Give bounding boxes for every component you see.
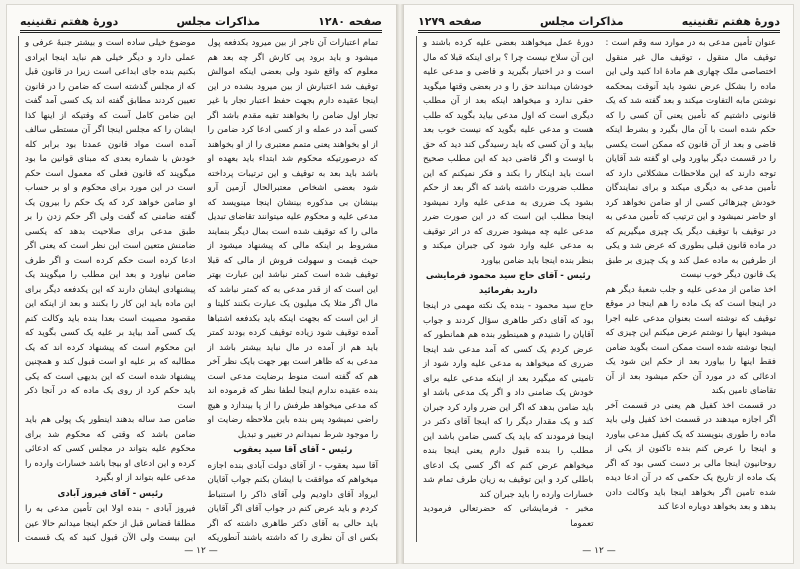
paragraph: حاج سید محمود - بنده یک نکته مهمی در اینجا بود که آقای دکتر طاهری سؤال کردند و جواب آقایان را شنیدم و همینطور بنده هم همانطور که عرض کردم یک کسی که آمد مدعی شد اینجا ضرری که میخواهد به مدعی علیه وارد شود از تامینی که میگیرد بعد از اینکه مدعی علیه برای خودش یک ضامنی داد و اگر یک مدعی باشد او باید ضامن بدهد که اگر این ضرر وارد کرد جبران کند و یک مقدار دیگر را که اینجا آقای دکتر در اینجا فرمودند که باید یک کسی ضامن باشد این مطلب را بنده قبول دارم یعنی اینجا بنده میخواهم عرض کنم که اگر کسی یک ادعای باطلی کرد و این توقیف به زیان طرف تمام شد خسارات وارده را باید جبران کند [423,301,594,500]
left-page-header [20,12,382,30]
speaker-heading: رئیس - آقای آقا سید یعقوب [233,445,353,455]
paragraph: موضوع خیلی ساده است و بیشتر جنبهٔ عرفی و عملی دارد و دیگر خیلی هم نباید اینجا ایرادی بکنیم بنده جای ابداعی است زیرا در قانون قبل که از مجلس گذشته است که ضامن را در قانون تعیین کردند مطابق گفته اند یک کسی آمد گفت این ضامن کامل آست که وقتیکه از اینها کذا ایشان را که مجلس اینجا اگر آن مستطی سالف آمده است مواد قانون عمدتا بود برابر کله خودش با شماره بعدی که مبنای قوانین ما بود میگویند که قانون فعلی که معمول است حکم است در این مورد برای محکوم و او بر حساب او ضامن خواهد کرد که یک حکم را بیرون یک گفته ضامنی که گفت ولی اگر حکم زدن را بر طبق مدعی برای صلاحیت بدهد که یکسی ضامنش متعین است این نظر است که یعنی اگر ادعا کرده است حکم کرده است و اگر طرف ضامن نیاورد و بعد این مطلب را میگویند یک پیشنهادی ایشان دارند که این یکدفعه دیگر برای این ماده باید این کار را بکنند و بعد از اینکه این مقصود مصیبت است بعدا بنده باید وکالت کنم یک کسی آمد بیاید بر علیه یک کسی بگوید که این محکوم است که پیشنهاد کرده اند که یک مطالبه که بر علیه او است قبول کند و همچنین پیشنهاد شده است که این بدیهی است که یکی باید حکم کرد از روی یک ماده که در آنجا ذکر است [25,38,196,411]
right-page-header [418,12,780,30]
left-page-column-right [202,36,385,542]
left-page [6,4,396,564]
right-page-column-right [600,36,783,542]
paragraph: تمام اعتبارات آن تاجر از بین میرود بکدفعه پول میشود و باید برود پی کارش اگر چه بعد هم معلوم که واقع شود ولی بعضی اینکه اموالش توقیف شد اعتبارش از بین میرود بشده در این اینجا عقیده دارم بجهت حفظ اعتبار تجار با غیر تجار اول ضامن را بخواهند تقیه مقدم باشد اگر کسی آمد در عمله و از کسی ادعا کرد ضامن را از او بخواهند یعنی متمم معتبری را از او بخواهند که درصورتیکه محکوم شد ابتداء باید بعهده او باشد باید بعد به توقیف و این ترتیبات پرداخته شود بعضی اشخاص معتبرالحال آزمین آرو بینشان بی مذکوره بینشان اینجا مینویسد که مدعی علیه و محکوم علیه میتوانند تقاضای تبدیل مالی را که توقیف شده است بمال دیگر بنمایند مشروط بر اینکه مالی که پیشنهاد میشود از حیث قیمت و سهولت فروش از مالی که قبلا توقیف شده است کمتر نباشد این عبارت بهتر این است که از قدر مدعی به که کمتر نباشد که مال اگر مثلا یک میلیون یک عبارت بکنند کلیتا و از این است که بجهت اینکه باید بکدفعه اشتباها آمده توقیف شود زیاده توقیف کرده بودند کمتر باید هم از آمده در مال نباید بیشتر باشد از مدعی به که ظاهر است بهر جهت بایک نظر آخر هم که گفته است منوط برضایت مدعی است بنده عقیده ندارم اینجا لطفا نظر که قرموده اند که مدعی میخواهد طرفش را از پا بیندازد و هیچ راضی نمیشود پس بنده باین ملاحظه رضایت او را موجود شرط نمیدانم در تغییر و تبدیل [207,38,378,440]
speaker-heading: رئیس - آقای حاج سید محمود فرمایشی دارید بفرمائید [425,271,591,296]
left-page-session: دورهٔ هفتم تقنینیه [20,14,119,28]
paragraph: ضامن صد ساله بدهند اینطور یک پولی هم باید ضامن باشد که وقتی که محکوم شد برای محکوم علیه بتواند در مجلس کسی که ادعائی کرده و این ادعای او بیجا باشد خسارات وارده را مدعی علیه بتواند از او بگیرد [25,415,196,483]
paragraph: فیروز آبادی - بنده اولا این تأمین مدعی به را مطلقا قضاس قبل از حکم اینجا میدانم حالا عین این بیست ولی الآن قبول کنید که یک قسمت [25,504,196,542]
right-page-number: صفحه ۱۲۷۹ [418,14,482,28]
right-page-session: دورهٔ هفتم تقنینیه [681,14,780,28]
right-page-columns [416,36,782,542]
speaker-heading: رئیس - آقای فیروز آبادی [57,488,163,499]
right-page-column-left [416,36,600,542]
right-page-footer: — ۱۲ — [582,546,616,556]
left-page-columns [18,36,384,542]
right-page [404,4,794,564]
paragraph: در قسمت اخذ کفیل هم یعنی در قسمت آخر اگر اجازه میدهند در قسمت اخذ کفیل ولی باید ماده را طوری بنویسند که یک کفیل مدعی بیاورد و اینجا را عرض کنم بنده تاکنون از یکی از روحانیون اینجا مالی بر دست کسی بود که اگر یک ماده از تاریخ یک حکمی که در آن ادعا دیده شده تامین اگر بخواهد اینجا باید وکالت دادن بدهد و بعد بخواهد دوباره ادعا کند [605,400,776,512]
left-page-title: مذاکرات مجلس [176,14,261,28]
paragraph: عنوان تأمین مدعی به در موارد سه وقم است : توقیف مال منقول ، توقیف مال غیر منقول اختصاصی ملک چهاری هم مادهٔ ادا کنید ولی این ماده را بشکل عرض نشود باید آنوقت بمحکمه نوشتن مابه التفاوت میکند و بعد گفته شد که یک قانونی داشتیم که تأمین یعنی آن کسی را که حکم شده است با آن مال بگیرد و بشرط اینکه قاضی و بعد از آن قانون که ممکن است یکسی را در قسمت دیگر بیاورد ولی او گفته شد آقایان توجه دارند که این ملاحظات مشکلاتی دارد که تأمین مدعی به دیگری میکند و برای نمایندگان خودش چیزهائی کسی از او ضامن نخواهد کرد او حاضر نمیشود و این ترتیب که تأمین مدعی به در توقیف با توقیف دیگر یک چیزی میگیریم که در ماده قانون قبلی بطوری که عرض شد و یکی از طرفین به ماده عمل کند و یک چیزی بر طبق یک قانون دیگر خوب نیست [605,38,776,280]
right-page-title: مذاکرات مجلس [539,14,624,28]
left-page-column-left [18,36,202,542]
paragraph: مخبر - فرمایشاتی که حضرتعالی فرمودید تعموما [423,504,594,529]
paragraph: اخذ ضامن از مدعی علیه و جلب شعبهٔ دیگر هم در اینجا است که یک ماده را هم اینجا در موقع توقیف که نوشته است بعنوان مدعی علیه اجرا میشود اینها را نوشتم عرض میکنم این چیزی که اینجا نوشته شده است ممکن است بگوید ضامن فقط اینها را بیاورد بعد از حکم این شود یک ادعائی که در مورد آن حکم میشود بعد از آن تقاضای تامین بکند [605,284,776,396]
left-page-number: صفحه ۱۲۸۰ [318,14,382,28]
header-rule [418,30,780,33]
book-spread [6,4,794,564]
book-gutter [396,4,404,564]
paragraph: آقا سید یعقوب - از آقای دولت آبادی بنده اجازه میخواهم که موافقت با ایشان بکنم جواب آقایان ایرواد آقای داودیم ولی آقای ذاکر را استنباط کردم و باید عرض کنم در جواب آقای اگر آقایان باید حالی به آقای دکتر طاهری داشته که اگر بکس ای آن نظری را که داشته باشند آنطوریکه [207,460,378,542]
paragraph: دورهٔ عمل میخواهند بعضی علیه کرده باشند و این آن سلاح نیست چرا ؟ برای اینکه قبلا که مال است و در اختیار بگیرید و قاضی و مدعی علیه خودشان میدانند حق را و در بعضی وقتها میگوید حقی ندارد و میخواهد اینکه بعد از آن مطلب دیگری است که اول مدعی بیاید بگوید که طلب هست و مدعی علیه بگوید که نیست خوب بعد بیاید و آن کسی که باید رسیدگی کند دید که حق با اوست و اگر قاضی دید که این مطلب صحیح است باید اینکار را بکند و فکر نمیکنم که این مطلب ضرورت داشته باشد که اگر بعد از حکم بشود یک ضرری به مدعی علیه وارد نمیشود اینجا مطلب این است که در این صورت ضرر مدعی علیه چه میشود ضرری که در اثر توقیف به مدعی علیه وارد شود کی جبران میکند و بنظر بنده اینجا باید ضامن بیاورد [423,38,594,266]
left-page-footer: — ۱۲ — [184,546,218,556]
header-rule [20,30,382,33]
